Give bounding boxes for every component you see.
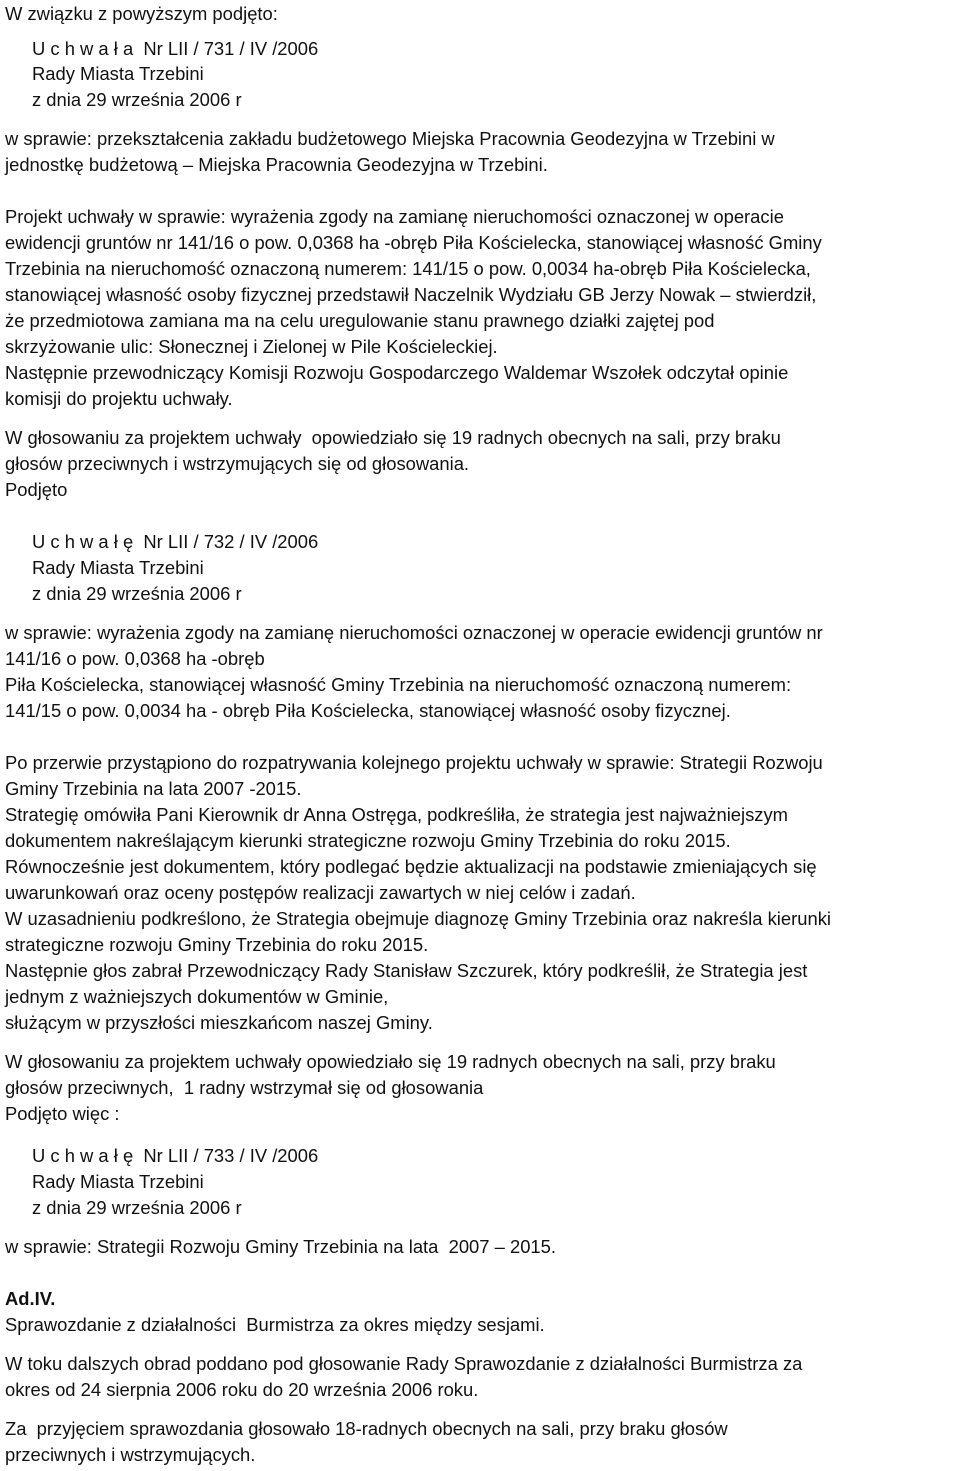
- text-line: uwarunkowań oraz oceny postępów realizacji zawartych w niej celów i zadań.: [5, 882, 636, 903]
- text-line: Rady Miasta Trzebini: [32, 557, 204, 578]
- text-line: że przedmiotowa zamiana ma na celu uregulowanie stanu prawnego działki zajętej pod: [5, 310, 715, 331]
- text-line: głosów przeciwnych, 1 radny wstrzymał się od głosowania: [5, 1077, 484, 1098]
- text-line: jednostkę budżetową – Miejska Pracownia Geodezyjna w Trzebini.: [5, 154, 548, 175]
- text-line: Następnie przewodniczący Komisji Rozwoju Gospodarczego Waldemar Wszołek odczytał opinie: [5, 362, 789, 383]
- text-line: Strategię omówiła Pani Kierownik dr Anna Ostręga, podkreśliła, że strategia jest najważniejszym: [5, 804, 788, 825]
- text-line: Za przyjęciem sprawozdania głosowało 18-radnych obecnych na sali, przy braku głosów: [5, 1418, 728, 1439]
- text-line: przeciwnych i wstrzymujących.: [5, 1444, 256, 1465]
- text-line: służącym w przyszłości mieszkańcom naszej Gminy.: [5, 1012, 433, 1033]
- text-line: Sprawozdanie z działalności Burmistrza za okres między sesjami.: [5, 1314, 545, 1335]
- text-line: Równocześnie jest dokumentem, który podlegać będzie aktualizacji na podstawie zmieniających się: [5, 856, 817, 877]
- text-line: U c h w a ł a Nr LII / 731 / IV /2006: [32, 38, 319, 59]
- text-line: Rady Miasta Trzebini: [32, 1171, 204, 1192]
- text-line: okres od 24 sierpnia 2006 roku do 20 września 2006 roku.: [5, 1379, 479, 1400]
- text-line: Podjęto: [5, 479, 68, 500]
- document-page: [5, 0, 957, 1471]
- text-line: w sprawie: wyrażenia zgody na zamianę nieruchomości oznaczonej w operacie ewidencji gruntów nr: [5, 622, 823, 643]
- text-line: głosów przeciwnych i wstrzymujących się od głosowania.: [5, 453, 470, 474]
- text-line: W głosowaniu za projektem uchwały opowiedziało się 19 radnych obecnych na sali, przy braku: [5, 427, 781, 448]
- text-line: W głosowaniu za projektem uchwały opowiedziało się 19 radnych obecnych na sali, przy braku: [5, 1051, 776, 1072]
- text-line: stanowiącej własność osoby fizycznej przedstawił Naczelnik Wydziału GB Jerzy Nowak – stwierdził,: [5, 284, 817, 305]
- text-line: jednym z ważniejszych dokumentów w Gminie,: [5, 986, 389, 1007]
- text-line: U c h w a ł ę Nr LII / 732 / IV /2006: [32, 531, 319, 552]
- text-line: W uzasadnieniu podkreślono, że Strategia obejmuje diagnozę Gminy Trzebinia oraz nakreśla kierunki: [5, 908, 831, 929]
- text-line: Piła Kościelecka, stanowiącej własność Gminy Trzebinia na nieruchomość oznaczoną numerem:: [5, 674, 792, 695]
- text-line: ewidencji gruntów nr 141/16 o pow. 0,0368 ha -obręb Piła Kościelecka, stanowiącej własność Gminy: [5, 232, 822, 253]
- text-line: Po przerwie przystąpiono do rozpatrywania kolejnego projektu uchwały w sprawie: Strategii Rozwoju: [5, 752, 823, 773]
- text-line: z dnia 29 września 2006 r: [32, 583, 242, 604]
- text-line: Projekt uchwały w sprawie: wyrażenia zgody na zamianę nieruchomości oznaczonej w operacie: [5, 206, 784, 227]
- text-line: W toku dalszych obrad poddano pod głosowanie Rady Sprawozdanie z działalności Burmistrza za: [5, 1353, 803, 1374]
- text-line: Gminy Trzebinia na lata 2007 -2015.: [5, 778, 302, 799]
- text-line: z dnia 29 września 2006 r: [32, 1197, 242, 1218]
- text-line: strategiczne rozwoju Gminy Trzebinia do roku 2015.: [5, 934, 429, 955]
- section-heading: Ad.IV.: [5, 1288, 56, 1309]
- text-line: Następnie głos zabrał Przewodniczący Rady Stanisław Szczurek, który podkreślił, że Strategia jest: [5, 960, 808, 981]
- text-line: skrzyżowanie ulic: Słonecznej i Zielonej w Pile Kościeleckiej.: [5, 336, 498, 357]
- text-line: 141/15 o pow. 0,0034 ha - obręb Piła Kościelecka, stanowiącej własność osoby fizycznej.: [5, 700, 731, 721]
- text-line: w sprawie: przekształcenia zakładu budżetowego Miejska Pracownia Geodezyjna w Trzebini w: [5, 128, 775, 149]
- text-line: Trzebinia na nieruchomość oznaczoną numerem: 141/15 o pow. 0,0034 ha-obręb Piła Kościelecka,: [5, 258, 811, 279]
- text-line: Rady Miasta Trzebini: [32, 63, 204, 84]
- text-line: U c h w a ł ę Nr LII / 733 / IV /2006: [32, 1145, 319, 1166]
- text-line: W związku z powyższym podjęto:: [5, 3, 278, 24]
- text-line: w sprawie: Strategii Rozwoju Gminy Trzebinia na lata 2007 – 2015.: [5, 1236, 556, 1257]
- text-line: komisji do projektu uchwały.: [5, 388, 233, 409]
- text-line: 141/16 o pow. 0,0368 ha -obręb: [5, 648, 265, 669]
- text-line: Podjęto więc :: [5, 1103, 120, 1124]
- text-line: z dnia 29 września 2006 r: [32, 89, 242, 110]
- text-line: dokumentem nakreślającym kierunki strategiczne rozwoju Gminy Trzebinia do roku 2015.: [5, 830, 731, 851]
